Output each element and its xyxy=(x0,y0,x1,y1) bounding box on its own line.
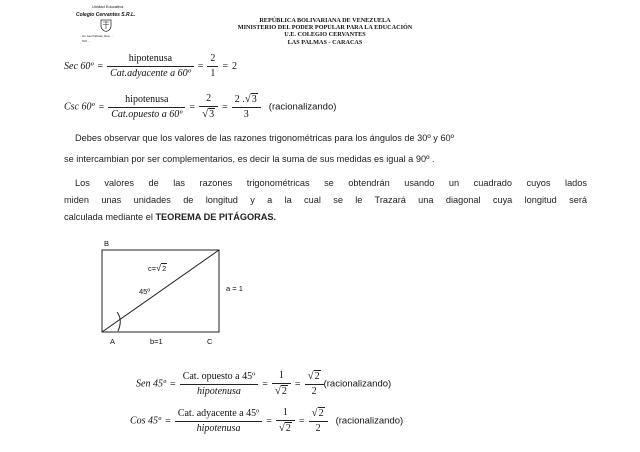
paragraph-line: se intercambian por ser complementarios, es decir la suma de sus medidas es igual a 90º . xyxy=(64,154,435,164)
eq-lhs: Cos 45º xyxy=(130,415,162,427)
eq-lhs: Csc 60º xyxy=(64,101,95,113)
paragraph-line: miden unas unidades de longitud y a la cual se le Trazará una diagonal cuya longitud será xyxy=(64,195,587,205)
eq-fraction: $\frac{\text{Cat. opuesto a 45º}}{\text{hipotenusa}}$ xyxy=(180,371,259,398)
header-line-4: LAS PALMAS - CARACAS xyxy=(287,38,363,46)
eq-fraction-value: $\frac{2}{1}$ xyxy=(207,53,218,80)
header-line-3: U.E. COLEGIO CERVANTES xyxy=(284,31,366,39)
eq-fraction: $\frac{\text{hipotenusa}}{\text{Cat.adyacente a 60º}}$ xyxy=(107,53,194,80)
header-line-1: REPÚBLICA BOLIVARIANA DE VENEZUELA xyxy=(259,17,391,24)
header-line-2: MINISTERIO DEL PODER POPULAR PARA LA EDUCACIÓN xyxy=(237,24,413,32)
paragraph-line: Los valores de las razones trigonométricas se obtendrán usando un cuadrado cuyos lados xyxy=(75,178,587,188)
equation-cos45: Cos 45º = $\frac{\text{Cat. adyacente a 45º}}{\text{hipotenusa}}$ = $\frac{1}{√2}$ = $\frac{√2}{2}$ (racionalizando) xyxy=(130,407,404,434)
theorem-name: TEOREMA DE PITÁGORAS. xyxy=(155,212,277,222)
eq-lhs: Sec 60º xyxy=(64,61,94,72)
side-a-label: a = 1 xyxy=(226,284,243,293)
paragraph-line: Debes observar que los valores de las razones trigonométricas para los ángulos de 30º y 60º xyxy=(75,133,455,143)
eq-note: (racionalizando) xyxy=(335,415,404,427)
eq-fraction-rationalized: $\frac{√2}{2}$ xyxy=(305,370,324,398)
equation-sec60: Sec 60º = $\frac{\text{hipotenusa}}{\text{Cat.adyacente a 60º}}$ = $\frac{2}{1}$ = 2 xyxy=(64,53,237,79)
eq-fraction-rationalized: $\frac{√2}{2}$ xyxy=(309,407,328,435)
eq-fraction: $\frac{\text{Cat. adyacente a 45º}}{\text{hipotenusa}}$ xyxy=(175,408,262,435)
eq-fraction-value: $\frac{1}{√2}$ xyxy=(276,407,295,435)
equation-sen45: Sen 45º = $\frac{\text{Cat. opuesto a 45º}}{\text{hipotenusa}}$ = $\frac{1}{√2}$ = $\frac{√2}{2}$ (racionalizando) xyxy=(136,370,392,397)
logo-line-3: Av. Las Palmas, Esq. ... xyxy=(82,34,114,38)
vertex-c-label: C xyxy=(207,337,213,346)
paragraph-line: calculada mediante el TEOREMA DE PITÁGORAS. xyxy=(64,212,277,222)
logo-line-2: Colegio Cervantes S.R.L. xyxy=(76,12,136,18)
hypotenuse-label: c=√2 xyxy=(148,263,167,273)
vertex-b-label: B xyxy=(104,239,110,248)
equation-csc60: Csc 60º = $\frac{\text{hipotenusa}}{\text{Cat.opuesto a 60º}}$ = $\frac{2}{√3}$ = $\frac{2 .√3}{3}$ (racionalizando) xyxy=(64,93,337,120)
eq-fraction-value: $\frac{2}{√3}$ xyxy=(199,93,218,121)
eq-lhs: Sen 45º xyxy=(136,378,167,390)
logo-line-4: Telf. ... xyxy=(82,39,91,43)
eq-note: (racionalizando) xyxy=(268,101,337,113)
angle-label: 45º xyxy=(139,287,151,296)
side-b-label: b=1 xyxy=(150,337,163,346)
eq-fraction: $\frac{\text{hipotenusa}}{\text{Cat.opuesto a 60º}}$ xyxy=(108,94,185,121)
eq-result: 2 xyxy=(232,61,237,72)
eq-fraction-rationalized: $\frac{2 .√3}{3}$ xyxy=(232,93,261,121)
eq-fraction-value: $\frac{1}{√2}$ xyxy=(272,370,291,398)
vertex-a-label: A xyxy=(110,337,116,346)
eq-note: (racionalizando) xyxy=(323,378,392,390)
logo-line-1: Unidad Educativa xyxy=(92,4,124,9)
